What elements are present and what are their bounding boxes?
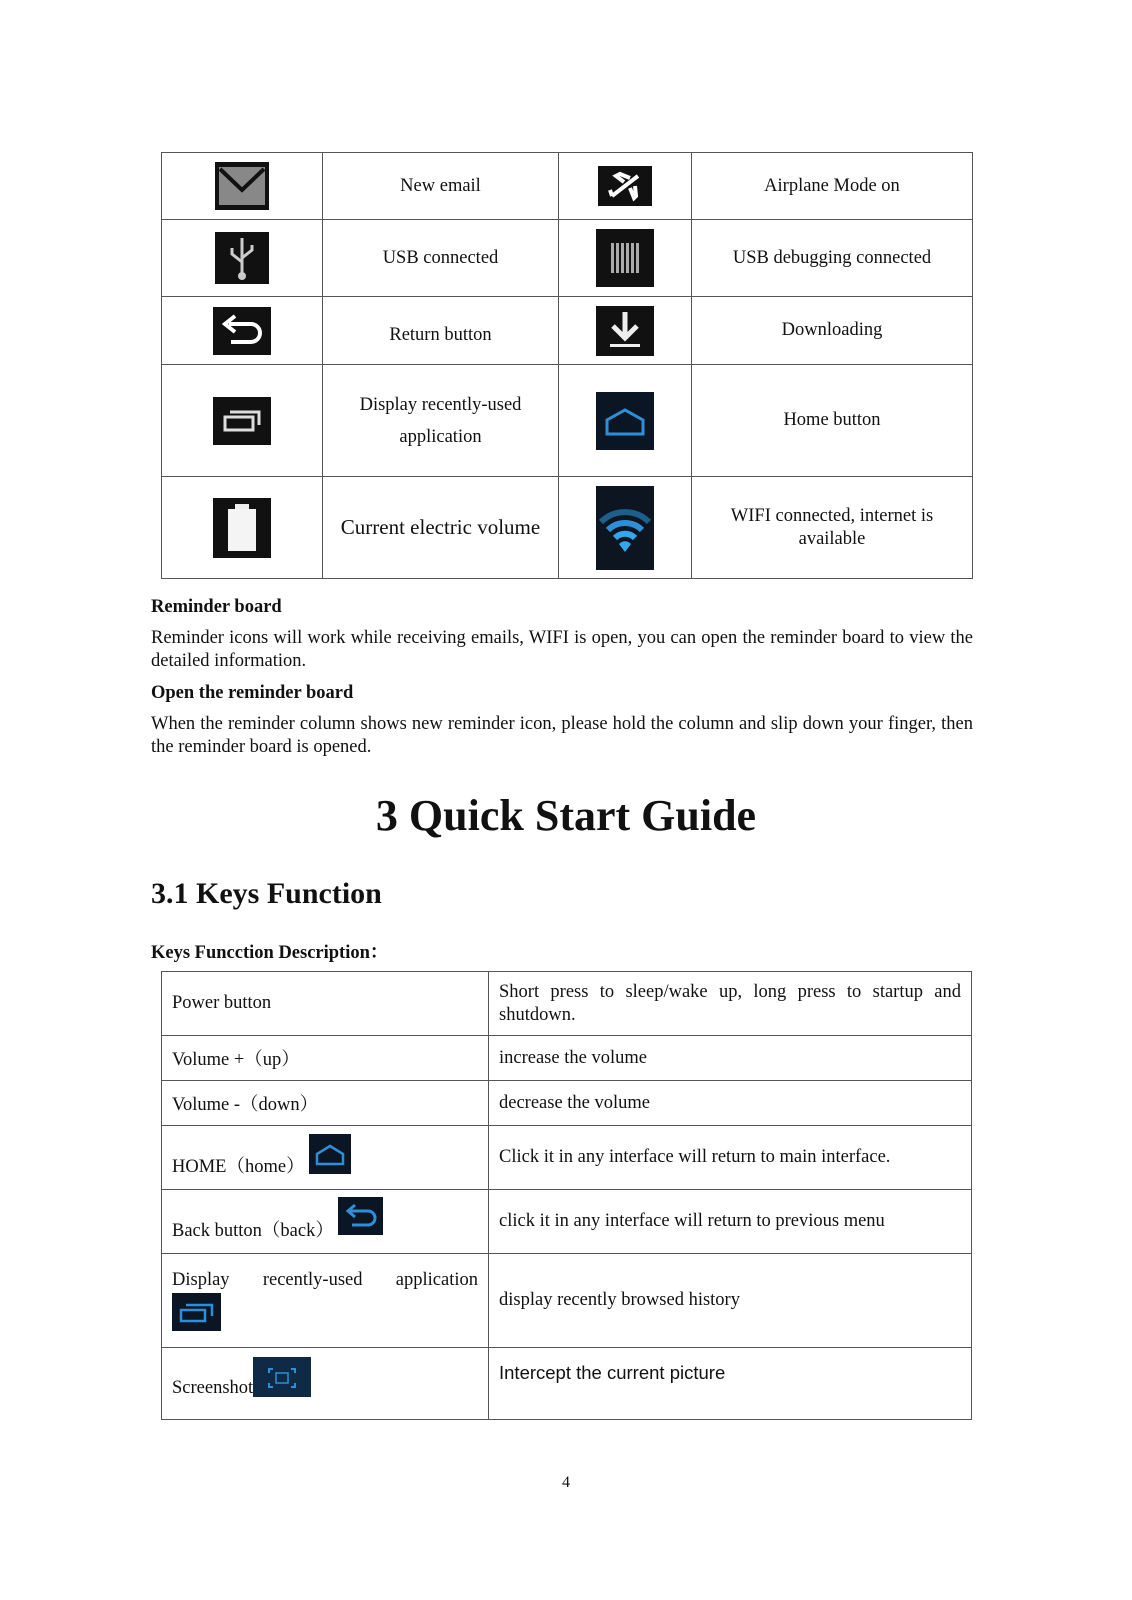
icon-cell — [559, 153, 692, 220]
desc-cell: increase the volume — [489, 1036, 972, 1081]
label-cell: Current electric volume — [323, 477, 559, 579]
table-row — [162, 1081, 972, 1126]
table-row — [162, 365, 973, 477]
recent-apps-icon — [213, 397, 271, 445]
key-cell: Volume -（down） — [162, 1081, 489, 1126]
page-number: 4 — [562, 1474, 570, 1491]
icon-cell — [559, 220, 692, 297]
battery-icon — [213, 498, 271, 558]
key-cell: Power button — [162, 972, 489, 1036]
desc-cell: Short press to sleep/wake up, long press to startup and shutdown. — [489, 972, 972, 1036]
recent-apps-icon — [172, 1293, 221, 1331]
key-cell — [162, 1190, 489, 1254]
screenshot-icon — [253, 1357, 311, 1397]
reminder-heading: Reminder board — [151, 597, 282, 617]
icon-cell — [162, 477, 323, 579]
open-reminder-paragraph: When the reminder column shows new reminder icon, please hold the column and slip down your finger, then the reminder board is opened. — [151, 714, 973, 757]
label-cell: Home button — [692, 365, 973, 477]
key-label: Display recently-used application — [172, 1270, 478, 1290]
table-row — [162, 477, 973, 579]
keys-function-table — [161, 971, 972, 1420]
icon-cell — [162, 297, 323, 365]
wifi-icon — [596, 486, 654, 570]
label-cell: Airplane Mode on — [692, 153, 973, 220]
icon-cell — [162, 365, 323, 477]
usb-icon — [215, 232, 269, 284]
label-cell: USB debugging connected — [692, 220, 973, 297]
table-row — [162, 220, 973, 297]
icon-cell — [559, 297, 692, 365]
key-label: Back button（back） — [172, 1220, 334, 1241]
label-cell: WIFI connected, internet is available — [692, 477, 973, 579]
table-row — [162, 1254, 972, 1348]
icon-cell — [559, 365, 692, 477]
section-title: 3.1 Keys Function — [151, 877, 382, 910]
table-row — [162, 972, 972, 1036]
back-icon — [338, 1197, 383, 1235]
label-cell: Downloading — [692, 297, 973, 365]
label-cell: USB connected — [323, 220, 559, 297]
icon-cell — [162, 220, 323, 297]
desc-cell: display recently browsed history — [489, 1254, 972, 1348]
usb-debugging-icon — [596, 229, 654, 287]
reminder-paragraph: Reminder icons will work while receiving emails, WIFI is open, you can open the reminder board to view the detailed information. — [151, 628, 973, 671]
table-row — [162, 1036, 972, 1081]
label-cell: New email — [323, 153, 559, 220]
envelope-icon — [215, 162, 269, 210]
home-icon — [309, 1134, 351, 1174]
status-icon-table — [161, 152, 973, 579]
key-cell — [162, 1126, 489, 1190]
desc-cell: click it in any interface will return to previous menu — [489, 1190, 972, 1254]
open-reminder-heading: Open the reminder board — [151, 683, 354, 703]
table-row — [162, 297, 973, 365]
key-cell — [162, 1254, 489, 1348]
table-row — [162, 1126, 972, 1190]
home-icon — [596, 392, 654, 450]
desc-cell: Click it in any interface will return to main interface. — [489, 1126, 972, 1190]
key-cell: Volume +（up） — [162, 1036, 489, 1081]
airplane-icon — [598, 166, 652, 206]
keys-description-label: Keys Funcction Description： — [151, 943, 389, 963]
return-icon — [213, 307, 271, 355]
icon-cell — [559, 477, 692, 579]
table-row — [162, 1190, 972, 1254]
chapter-title: 3 Quick Start Guide — [375, 791, 757, 840]
label-cell: Display recently-used application — [323, 365, 559, 477]
key-label: Screenshot — [172, 1378, 254, 1399]
desc-cell: Intercept the current picture — [489, 1348, 972, 1420]
desc-cell: decrease the volume — [489, 1081, 972, 1126]
icon-cell — [162, 153, 323, 220]
key-label: HOME（home） — [172, 1156, 305, 1177]
key-cell — [162, 1348, 489, 1420]
download-icon — [596, 306, 654, 356]
table-row — [162, 153, 973, 220]
label-cell: Return button — [323, 297, 559, 365]
table-row — [162, 1348, 972, 1420]
